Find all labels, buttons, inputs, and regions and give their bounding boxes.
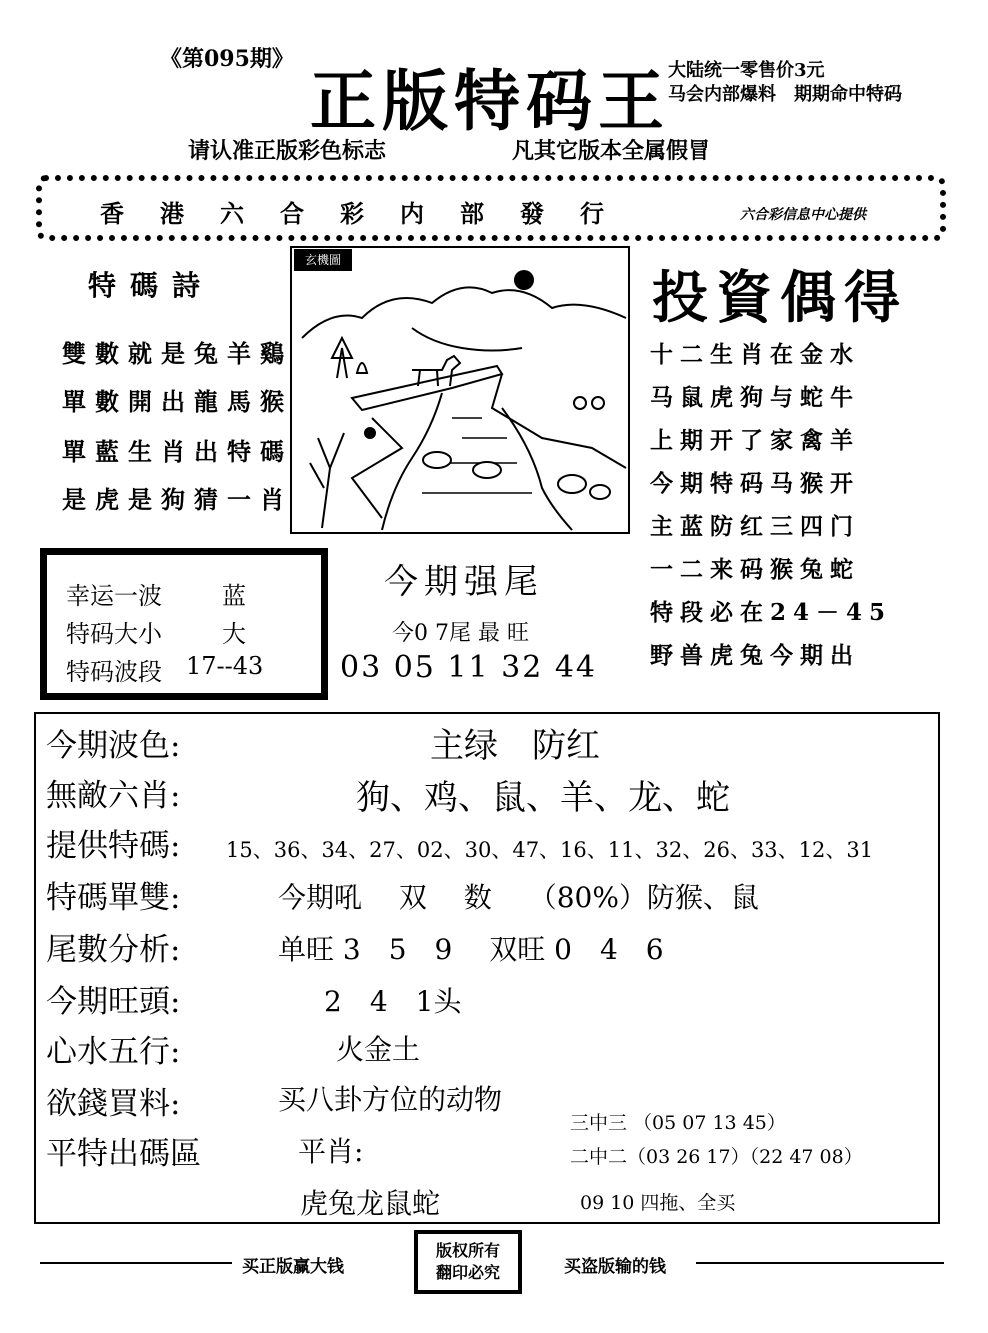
combo-four: 09 10 四拖、全买: [580, 1192, 736, 1214]
price-line: 大陆统一零售价3元: [668, 60, 825, 81]
invest-line: 主蓝防红三四门: [650, 513, 860, 540]
row-value-five-elements: 火金土: [336, 1033, 421, 1066]
row-value-special-codes: 15、36、34、27、02、30、47、16、11、32、26、33、12、31: [226, 838, 874, 862]
band-small-text: 六合彩信息中心提供: [740, 207, 866, 223]
tail-numbers: 03 05 11 32 44: [340, 650, 598, 685]
row-value-six-zodiac: 狗、鸡、鼠、羊、龙、蛇: [356, 778, 730, 818]
invest-line: 上期开了家禽羊: [650, 427, 860, 454]
row-label-five-elements: 心水五行:: [46, 1034, 181, 1070]
row-value-buy-info: 买八卦方位的动物: [278, 1083, 503, 1116]
copyright-line-1: 版权所有: [435, 1241, 500, 1260]
lucky-value: 大: [222, 620, 246, 648]
poem-title: 特碼詩: [88, 269, 215, 302]
landscape-goat-bridge-illustration: [290, 246, 630, 534]
footer-left-text: 买正版赢大钱: [242, 1257, 344, 1277]
invest-line: 一二来码猴兔蛇: [650, 556, 860, 583]
invest-line: 十二生肖在金水: [650, 341, 860, 368]
landscape-icon: [292, 248, 628, 532]
lucky-label: 特码大小: [66, 620, 162, 648]
row-label-wave-color: 今期波色:: [46, 728, 181, 764]
subheader-left: 请认准正版彩色标志: [188, 138, 387, 164]
footer-line-left: [40, 1262, 232, 1264]
issue-number: 《第095期》: [160, 46, 294, 72]
copyright-line-2: 翻印必究: [435, 1263, 500, 1282]
tagline: 马会内部爆料 期期命中特码: [668, 84, 902, 105]
poem-line: 是虎是狗猜一肖: [62, 485, 293, 514]
combo-two: 二中二（03 26 17）（22 47 08）: [570, 1146, 863, 1168]
footer-line-right: [696, 1262, 944, 1264]
tail-subtitle: 今0 7尾 最 旺: [392, 621, 529, 646]
lucky-value: 17--43: [186, 652, 264, 680]
row-label-hot-head: 今期旺頭:: [46, 984, 181, 1020]
band-main-text: 香港六合彩内部發行: [100, 199, 640, 228]
tail-title: 今期强尾: [384, 562, 544, 602]
row-value-odd-even: 今期吼 双 数 （80%）防猴、鼠: [278, 881, 759, 914]
row-label-special-codes: 提供特碼:: [46, 828, 181, 864]
copyright-box: [414, 1230, 522, 1294]
illustration-stamp: 玄機圖: [294, 249, 352, 271]
row-value-hot-head: 2 4 1头: [324, 985, 462, 1018]
footer-right-text: 买盗版输的钱: [564, 1257, 666, 1277]
main-box-top-border: [34, 712, 940, 714]
lucky-label: 特码波段: [66, 658, 162, 686]
row-label-six-zodiac: 無敵六肖:: [46, 778, 181, 814]
lucky-value: 蓝: [222, 582, 246, 610]
invest-line: 今期特码马猴开: [650, 470, 860, 497]
poem-line: 單數開出龍馬猴: [62, 387, 293, 416]
poem-line: 雙數就是兔羊鷄: [62, 339, 293, 368]
page-title: 正版特码王: [310, 62, 670, 140]
row-label-tail-analysis: 尾數分析:: [46, 932, 181, 968]
row-value-wave-color: 主绿 防红: [430, 726, 600, 766]
row-label-flat-code-area: 平特出碼區: [46, 1136, 201, 1172]
invest-line: 马鼠虎狗与蛇牛: [650, 384, 860, 411]
row-label-buy-info: 欲錢買料:: [46, 1086, 181, 1122]
row-value-tail-analysis: 单旺 3 5 9 双旺 0 4 6: [278, 933, 664, 966]
row-label-odd-even: 特碼單雙:: [46, 880, 181, 916]
subheader-right: 凡其它版本全属假冒: [512, 138, 711, 164]
row-value-flat-zodiac: 平肖:: [298, 1135, 364, 1168]
zodiac-bottom: 虎兔龙鼠蛇: [300, 1187, 441, 1220]
invest-title: 投資偶得: [652, 265, 908, 331]
invest-line: 野兽虎兔今期出: [650, 642, 860, 669]
combo-three: 三中三 （05 07 13 45）: [570, 1112, 786, 1134]
invest-line: 特段必在24－45: [650, 599, 893, 626]
poem-line: 單藍生肖出特碼: [62, 437, 293, 466]
lucky-label: 幸运一波: [66, 582, 162, 610]
